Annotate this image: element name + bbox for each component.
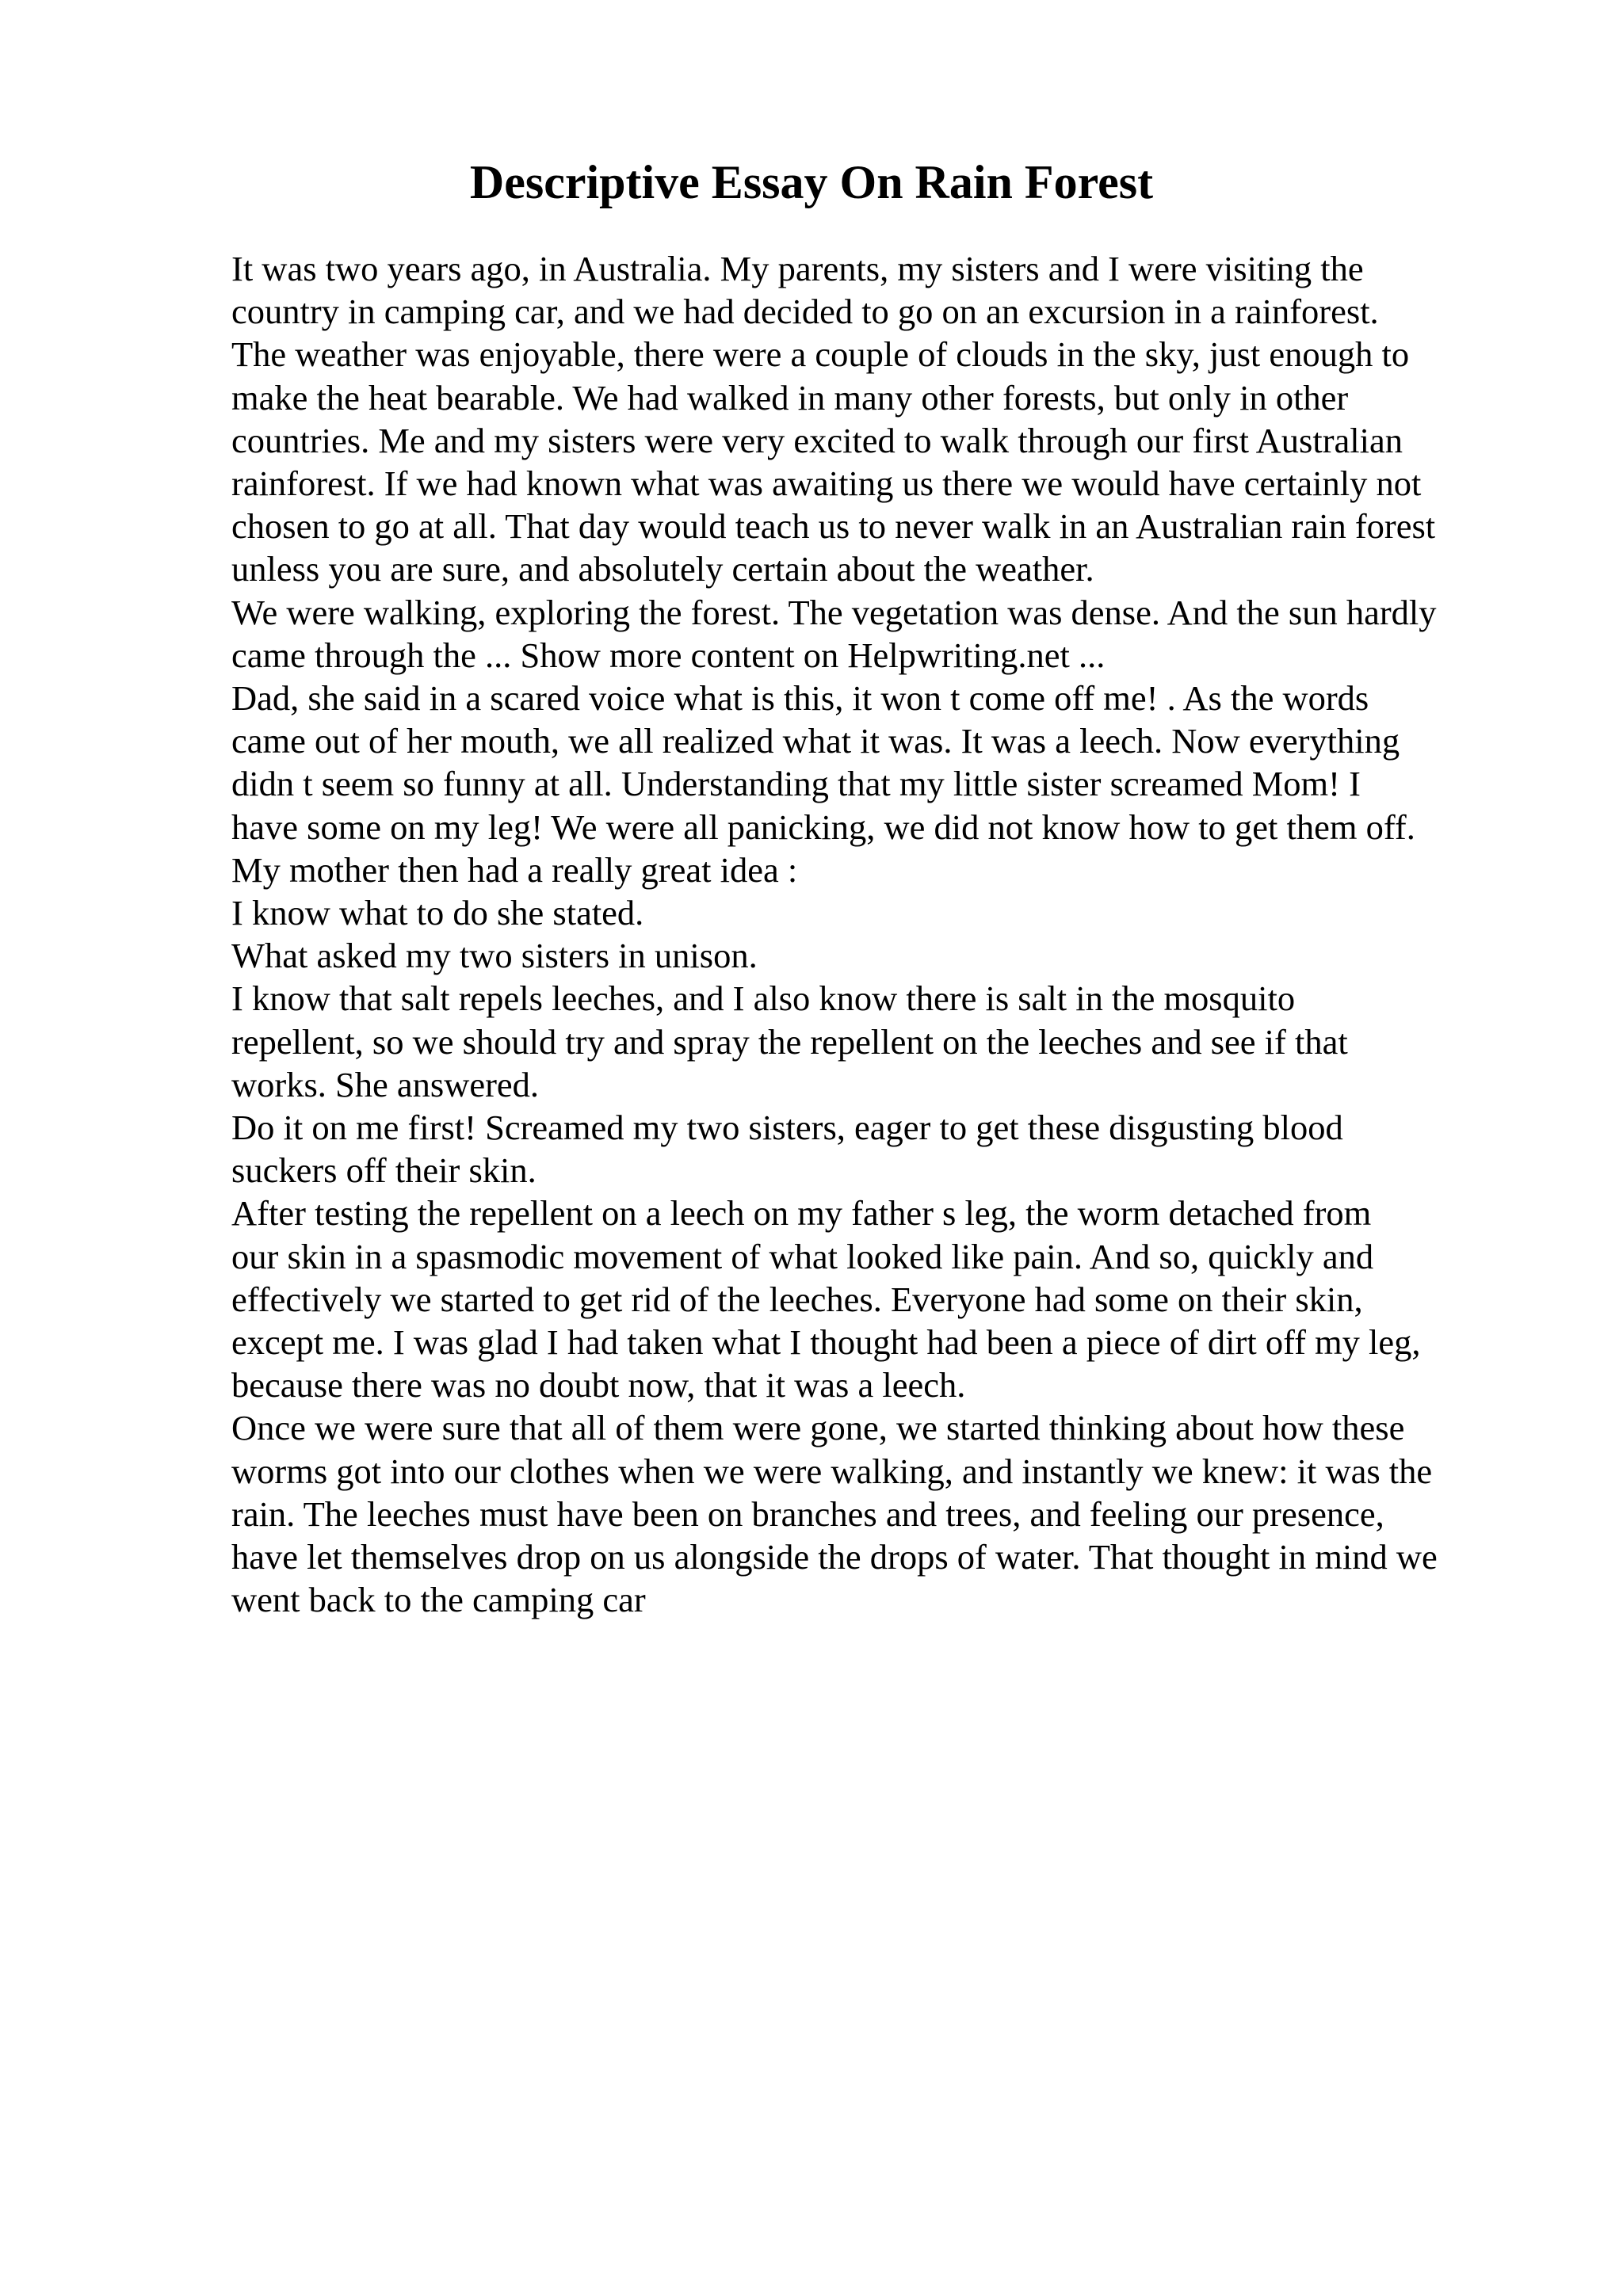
essay-line: went back to the camping car <box>231 1580 646 1620</box>
essay-line: make the heat bearable. We had walked in many other forests, but only in other <box>231 377 1349 418</box>
essay-line: The weather was enjoyable, there were a couple of clouds in the sky, just enough to <box>231 334 1410 375</box>
essay-line: works. She answered. <box>231 1064 540 1104</box>
essay-line: Dad, she said in a scared voice what is this, it won t come off me! . As the words <box>231 678 1369 719</box>
essay-line: because there was no doubt now, that it was a leech. <box>231 1365 966 1405</box>
essay-line: After testing the repellent on a leech on my father s leg, the worm detached from <box>231 1193 1372 1234</box>
essay-line: worms got into our clothes when we were walking, and instantly we knew: it was the <box>231 1451 1433 1491</box>
essay-line: came through the ... Show more content on Helpwriting.net ... <box>231 635 1106 675</box>
essay-line: repellent, so we should try and spray the repellent on the leeches and see if that <box>231 1021 1348 1062</box>
essay-line: What asked my two sisters in unison. <box>231 936 758 976</box>
essay-line: unless you are sure, and absolutely certain about the weather. <box>231 549 1094 589</box>
essay-line: rainforest. If we had known what was awaiting us there we would have certainly not <box>231 463 1422 504</box>
essay-line: We were walking, exploring the forest. The vegetation was dense. And the sun hardly <box>231 592 1437 632</box>
essay-line: suckers off their skin. <box>231 1150 537 1191</box>
document-title: Descriptive Essay On Rain Forest <box>469 156 1154 208</box>
essay-line: have let themselves drop on us alongside the drops of water. That thought in mind we <box>231 1537 1438 1577</box>
essay-line: except me. I was glad I had taken what I thought had been a piece of dirt off my leg, <box>231 1322 1421 1363</box>
essay-line: chosen to go at all. That day would teach us to never walk in an Australian rain forest <box>231 506 1436 547</box>
essay-body <box>231 247 1594 1622</box>
essay-line: My mother then had a really great idea : <box>231 849 798 890</box>
essay-line: I know that salt repels leeches, and I also know there is salt in the mosquito <box>231 978 1296 1019</box>
essay-line: effectively we started to get rid of the leeches. Everyone had some on their skin, <box>231 1279 1363 1319</box>
essay-line: have some on my leg! We were all panicking, we did not know how to get them off. <box>231 807 1415 847</box>
essay-line: I know what to do she stated. <box>231 893 644 933</box>
essay-line: country in camping car, and we had decided to go on an excursion in a rainforest. <box>231 292 1379 332</box>
essay-line: countries. Me and my sisters were very excited to walk through our first Australian <box>231 420 1403 460</box>
essay-line: didn t seem so funny at all. Understanding that my little sister screamed Mom! I <box>231 764 1361 804</box>
essay-line: rain. The leeches must have been on branches and trees, and feeling our presence, <box>231 1493 1384 1534</box>
essay-line: Once we were sure that all of them were gone, we started thinking about how these <box>231 1408 1405 1448</box>
essay-line: came out of her mouth, we all realized what it was. It was a leech. Now everything <box>231 721 1400 761</box>
essay-line: our skin in a spasmodic movement of what looked like pain. And so, quickly and <box>231 1236 1374 1276</box>
essay-line: Do it on me first! Screamed my two sisters, eager to get these disgusting blood <box>231 1108 1343 1148</box>
essay-line: It was two years ago, in Australia. My parents, my sisters and I were visiting the <box>231 249 1364 288</box>
